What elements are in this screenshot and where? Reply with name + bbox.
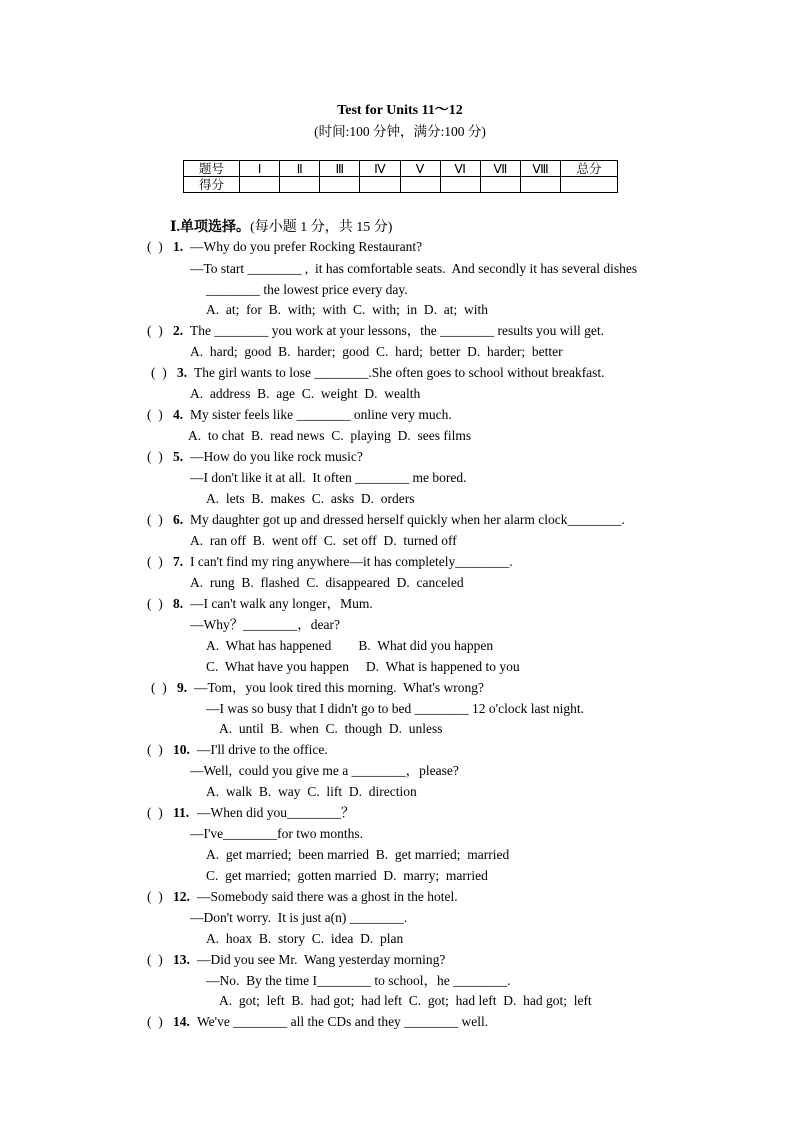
question-number: 2. — [173, 323, 184, 338]
question-stem: My sister feels like ________ online very much. — [190, 407, 452, 422]
score-table-header-row — [184, 161, 618, 177]
answer-bracket[interactable]: ( ) — [147, 889, 163, 904]
score-cell[interactable] — [240, 177, 280, 193]
score-header-cell: Ⅲ — [320, 161, 360, 177]
question-number: 7. — [173, 554, 184, 569]
question-line: A. What has happened B. What did you happen — [206, 638, 494, 653]
score-header-cell: Ⅳ — [360, 161, 400, 177]
question-number: 13. — [173, 952, 190, 967]
answer-bracket[interactable]: ( ) — [147, 742, 163, 757]
answer-bracket[interactable]: ( ) — [151, 365, 167, 380]
question-number: 14. — [173, 1014, 190, 1029]
page-title: Test for Units 11～12 — [337, 103, 463, 118]
question-line: —No. By the time I________ to school，he ________. — [206, 973, 511, 988]
question-line: —I've________for two months. — [190, 826, 364, 841]
question-stem: —Tom，you look tired this morning. What's wrong? — [194, 680, 484, 695]
score-header-cell: Ⅴ — [400, 161, 440, 177]
question-number: 5. — [173, 449, 184, 464]
question-stem: —I'll drive to the office. — [197, 742, 328, 757]
score-cell[interactable] — [480, 177, 520, 193]
question-line: A. get married; been married B. get married; married — [206, 847, 510, 862]
score-cell[interactable] — [400, 177, 440, 193]
question-stem: We've ________ all the CDs and they ________ well. — [197, 1014, 489, 1029]
question-stem: —Somebody said there was a ghost in the hotel. — [197, 889, 458, 904]
score-cell[interactable] — [440, 177, 480, 193]
question-line: ________ the lowest price every day. — [206, 282, 408, 297]
question-line: A. lets B. makes C. asks D. orders — [206, 491, 415, 506]
question-line: —I was so busy that I didn't go to bed ________ 12 o'clock last night. — [206, 701, 584, 716]
score-table-score-row — [184, 177, 618, 193]
question-line: —Well, could you give me a ________，please? — [190, 763, 459, 778]
question-number: 10. — [173, 742, 190, 757]
score-cell[interactable] — [360, 177, 400, 193]
question-line: C. What have you happen D. What is happened to you — [206, 659, 520, 674]
question-line: —To start ________ , it has comfortable seats. And secondly it has several dishes — [190, 261, 638, 276]
score-header-cell: Ⅰ — [240, 161, 280, 177]
score-header-cell: 题号 — [184, 161, 240, 177]
question-stem: My daughter got up and dressed herself quickly when her alarm clock________. — [190, 512, 625, 527]
question-line: —I don't like it at all. It often ________ me bored. — [190, 470, 467, 485]
score-cell[interactable] — [520, 177, 560, 193]
score-header-cell: Ⅱ — [280, 161, 320, 177]
question-stem: —Did you see Mr. Wang yesterday morning? — [197, 952, 446, 967]
answer-bracket[interactable]: ( ) — [147, 323, 163, 338]
score-cell[interactable] — [280, 177, 320, 193]
question-line: A. until B. when C. though D. unless — [219, 721, 443, 736]
question-line: A. walk B. way C. lift D. direction — [206, 784, 417, 799]
answer-bracket[interactable]: ( ) — [151, 680, 167, 695]
question-stem: The ________ you work at your lessons，the ________ results you will get. — [190, 323, 604, 338]
question-line: A. hard; good B. harder; good C. hard; better D. harder; better — [190, 344, 563, 359]
question-number: 6. — [173, 512, 184, 527]
answer-bracket[interactable]: ( ) — [147, 554, 163, 569]
answer-bracket[interactable]: ( ) — [147, 407, 163, 422]
question-line: A. address B. age C. weight D. wealth — [190, 386, 421, 401]
answer-bracket[interactable]: ( ) — [147, 596, 163, 611]
section-heading — [170, 216, 392, 236]
score-row-label: 得分 — [184, 177, 240, 193]
question-stem: —When did you________？ — [197, 805, 355, 820]
question-number: 3. — [177, 365, 188, 380]
question-stem: —Why do you prefer Rocking Restaurant? — [190, 239, 423, 254]
question-stem: —How do you like rock music? — [190, 449, 363, 464]
answer-bracket[interactable]: ( ) — [147, 512, 163, 527]
answer-bracket[interactable]: ( ) — [147, 239, 163, 254]
question-number: 9. — [177, 680, 188, 695]
answer-bracket[interactable]: ( ) — [147, 449, 163, 464]
answer-bracket[interactable]: ( ) — [147, 805, 163, 820]
section-note: (每小题 1 分，共 15 分) — [250, 220, 393, 235]
question-number: 11. — [173, 805, 190, 820]
question-stem: I can't find my ring anywhere—it has completely________. — [190, 554, 513, 569]
question-line: A. at; for B. with; with C. with; in D. at; with — [206, 302, 488, 317]
question-line: A. ran off B. went off C. set off D. turned off — [190, 533, 457, 548]
question-number: 1. — [173, 239, 184, 254]
question-line: A. rung B. flashed C. disappeared D. canceled — [190, 575, 464, 590]
question-line: —Why？________，dear? — [190, 617, 340, 632]
question-number: 4. — [173, 407, 184, 422]
section-title: Ⅰ.单项选择。 — [170, 220, 251, 235]
question-line: A. to chat B. read news C. playing D. sees films — [188, 428, 472, 443]
answer-bracket[interactable]: ( ) — [147, 1014, 163, 1029]
score-header-cell: Ⅷ — [520, 161, 560, 177]
score-cell[interactable] — [561, 177, 618, 193]
score-header-cell: Ⅵ — [440, 161, 480, 177]
score-header-cell: Ⅶ — [480, 161, 520, 177]
score-header-cell: 总分 — [561, 161, 618, 177]
question-line: —Don't worry. It is just a(n) ________. — [190, 910, 408, 925]
question-line: C. get married; gotten married D. marry; married — [206, 868, 488, 883]
question-stem: —I can't walk any longer，Mum. — [190, 596, 373, 611]
score-table — [183, 160, 618, 193]
question-line: A. hoax B. story C. idea D. plan — [206, 931, 404, 946]
answer-bracket[interactable]: ( ) — [147, 952, 163, 967]
question-line: A. got; left B. had got; had left C. got; had left D. had got; left — [219, 993, 592, 1008]
score-cell[interactable] — [320, 177, 360, 193]
question-number: 8. — [173, 596, 184, 611]
page-subtitle: (时间:100 分钟，满分:100 分) — [314, 124, 486, 139]
question-stem: The girl wants to lose ________.She often goes to school without breakfast. — [194, 365, 605, 380]
question-number: 12. — [173, 889, 190, 904]
